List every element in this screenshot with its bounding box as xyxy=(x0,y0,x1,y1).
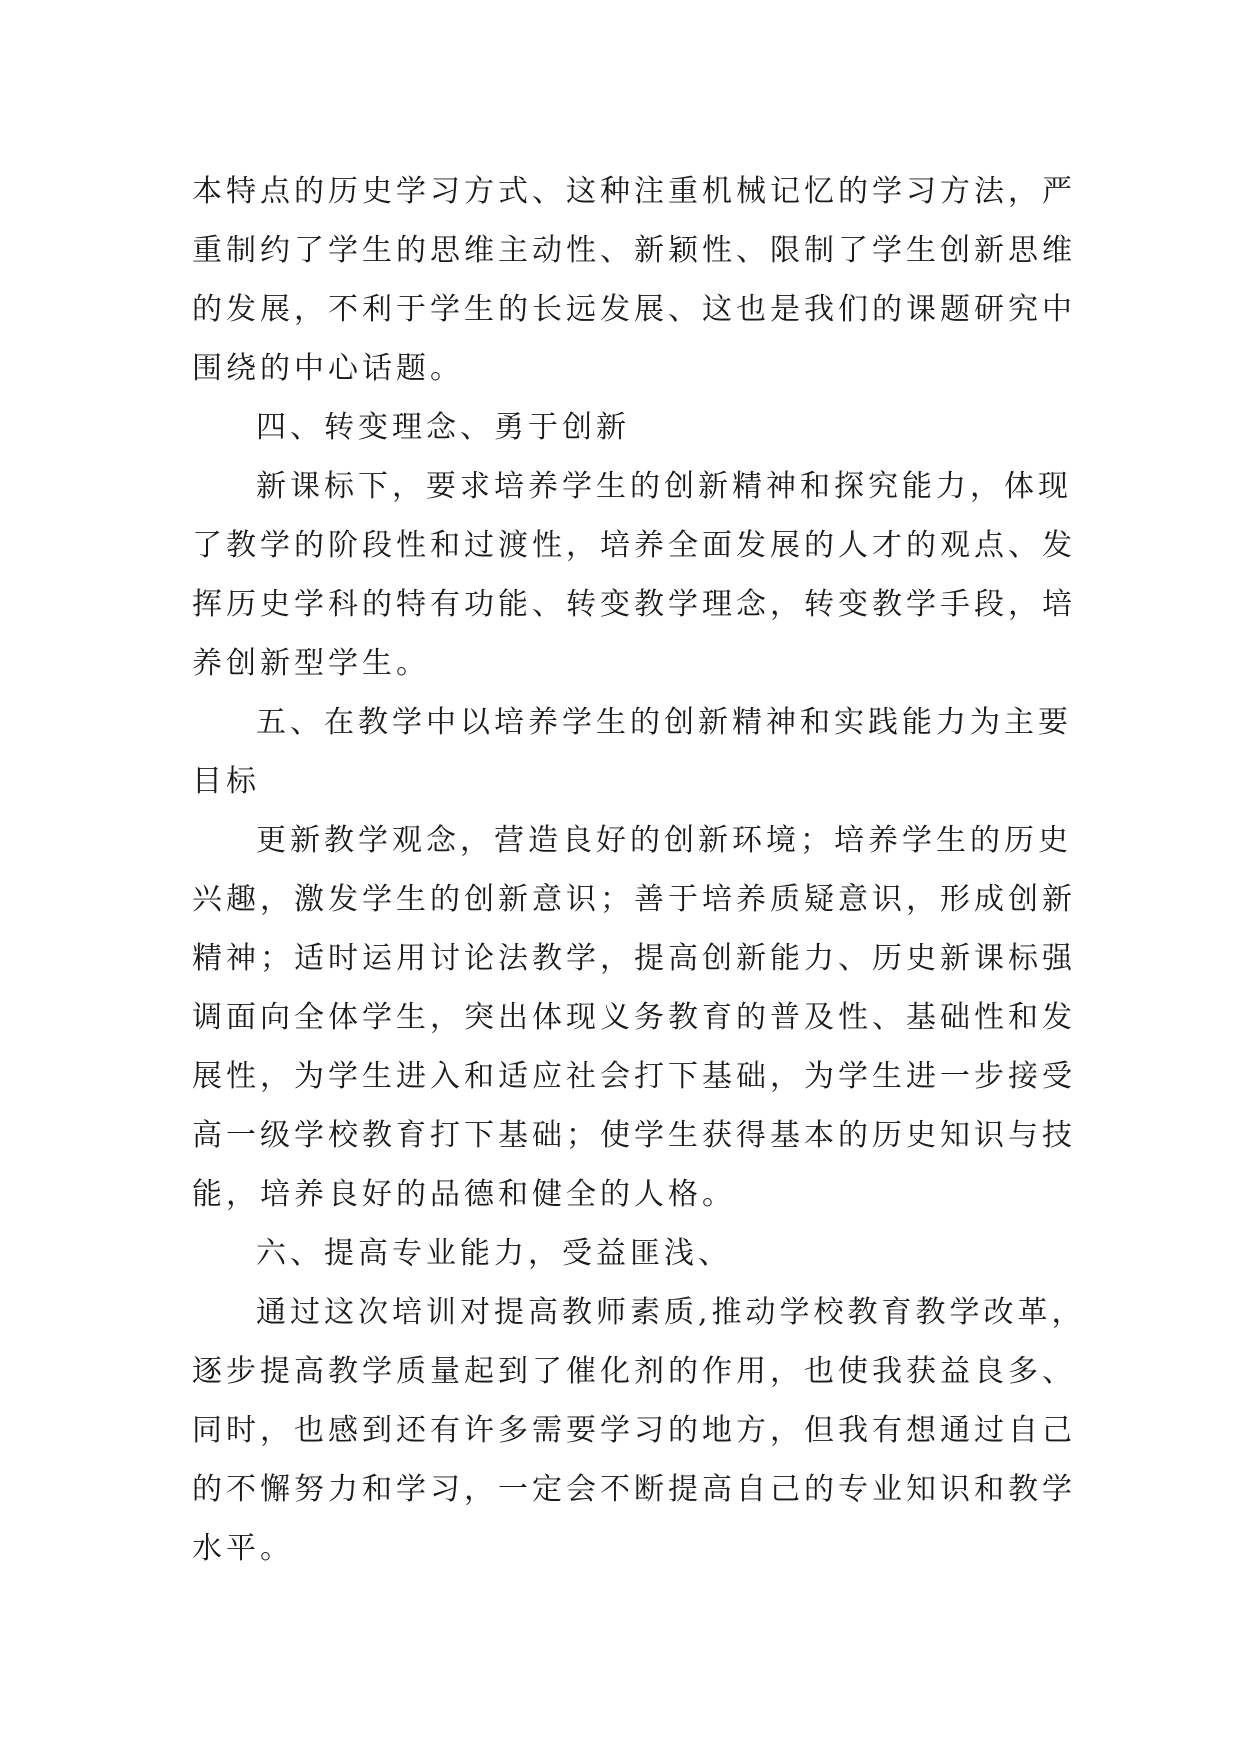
body-text-line: 围绕的中心话题。 xyxy=(192,351,464,386)
section-heading-5-cont: 目标 xyxy=(192,764,260,799)
body-text-line: 更新教学观念，营造良好的创新环境；培养学生的历史 xyxy=(256,823,1072,858)
body-text-line: 同时，也感到还有许多需要学习的地方，但我有想通过自己 xyxy=(192,1413,1076,1448)
body-text-line: 的发展，不利于学生的长远发展、这也是我们的课题研究中 xyxy=(192,292,1076,327)
body-text-line: 了教学的阶段性和过渡性，培养全面发展的人才的观点、发 xyxy=(192,528,1076,563)
section-heading-5: 五、在教学中以培养学生的创新精神和实践能力为主要 xyxy=(256,705,1072,740)
body-text-line: 重制约了学生的思维主动性、新颖性、限制了学生创新思维 xyxy=(192,233,1076,268)
document-body xyxy=(192,162,1086,1578)
body-text-line: 逐步提高教学质量起到了催化剂的作用，也使我获益良多、 xyxy=(192,1354,1076,1389)
body-text-line: 挥历史学科的特有功能、转变教学理念，转变教学手段，培 xyxy=(192,587,1076,622)
body-text-line: 高一级学校教育打下基础；使学生获得基本的历史知识与技 xyxy=(192,1118,1076,1153)
body-text-line: 兴趣，激发学生的创新意识；善于培养质疑意识，形成创新 xyxy=(192,882,1076,917)
section-heading-6: 六、提高专业能力，受益匪浅、 xyxy=(256,1236,732,1271)
body-text-line: 能，培养良好的品德和健全的人格。 xyxy=(192,1177,736,1212)
body-text-line: 养创新型学生。 xyxy=(192,646,430,681)
body-text-line: 新课标下，要求培养学生的创新精神和探究能力，体现 xyxy=(256,469,1072,504)
section-heading-4: 四、转变理念、勇于创新 xyxy=(256,410,630,445)
body-text-line: 调面向全体学生，突出体现义务教育的普及性、基础性和发 xyxy=(192,1000,1076,1035)
body-text-line: 通过这次培训对提高教师素质,推动学校教育教学改革， xyxy=(256,1295,1086,1330)
body-text-line: 展性，为学生进入和适应社会打下基础，为学生进一步接受 xyxy=(192,1059,1076,1094)
body-text-line: 水平。 xyxy=(192,1531,294,1566)
body-text-line: 的不懈努力和学习，一定会不断提高自己的专业知识和教学 xyxy=(192,1472,1076,1507)
body-text-line: 本特点的历史学习方式、这种注重机械记忆的学习方法，严 xyxy=(192,174,1076,209)
body-text-line: 精神；适时运用讨论法教学，提高创新能力、历史新课标强 xyxy=(192,941,1076,976)
